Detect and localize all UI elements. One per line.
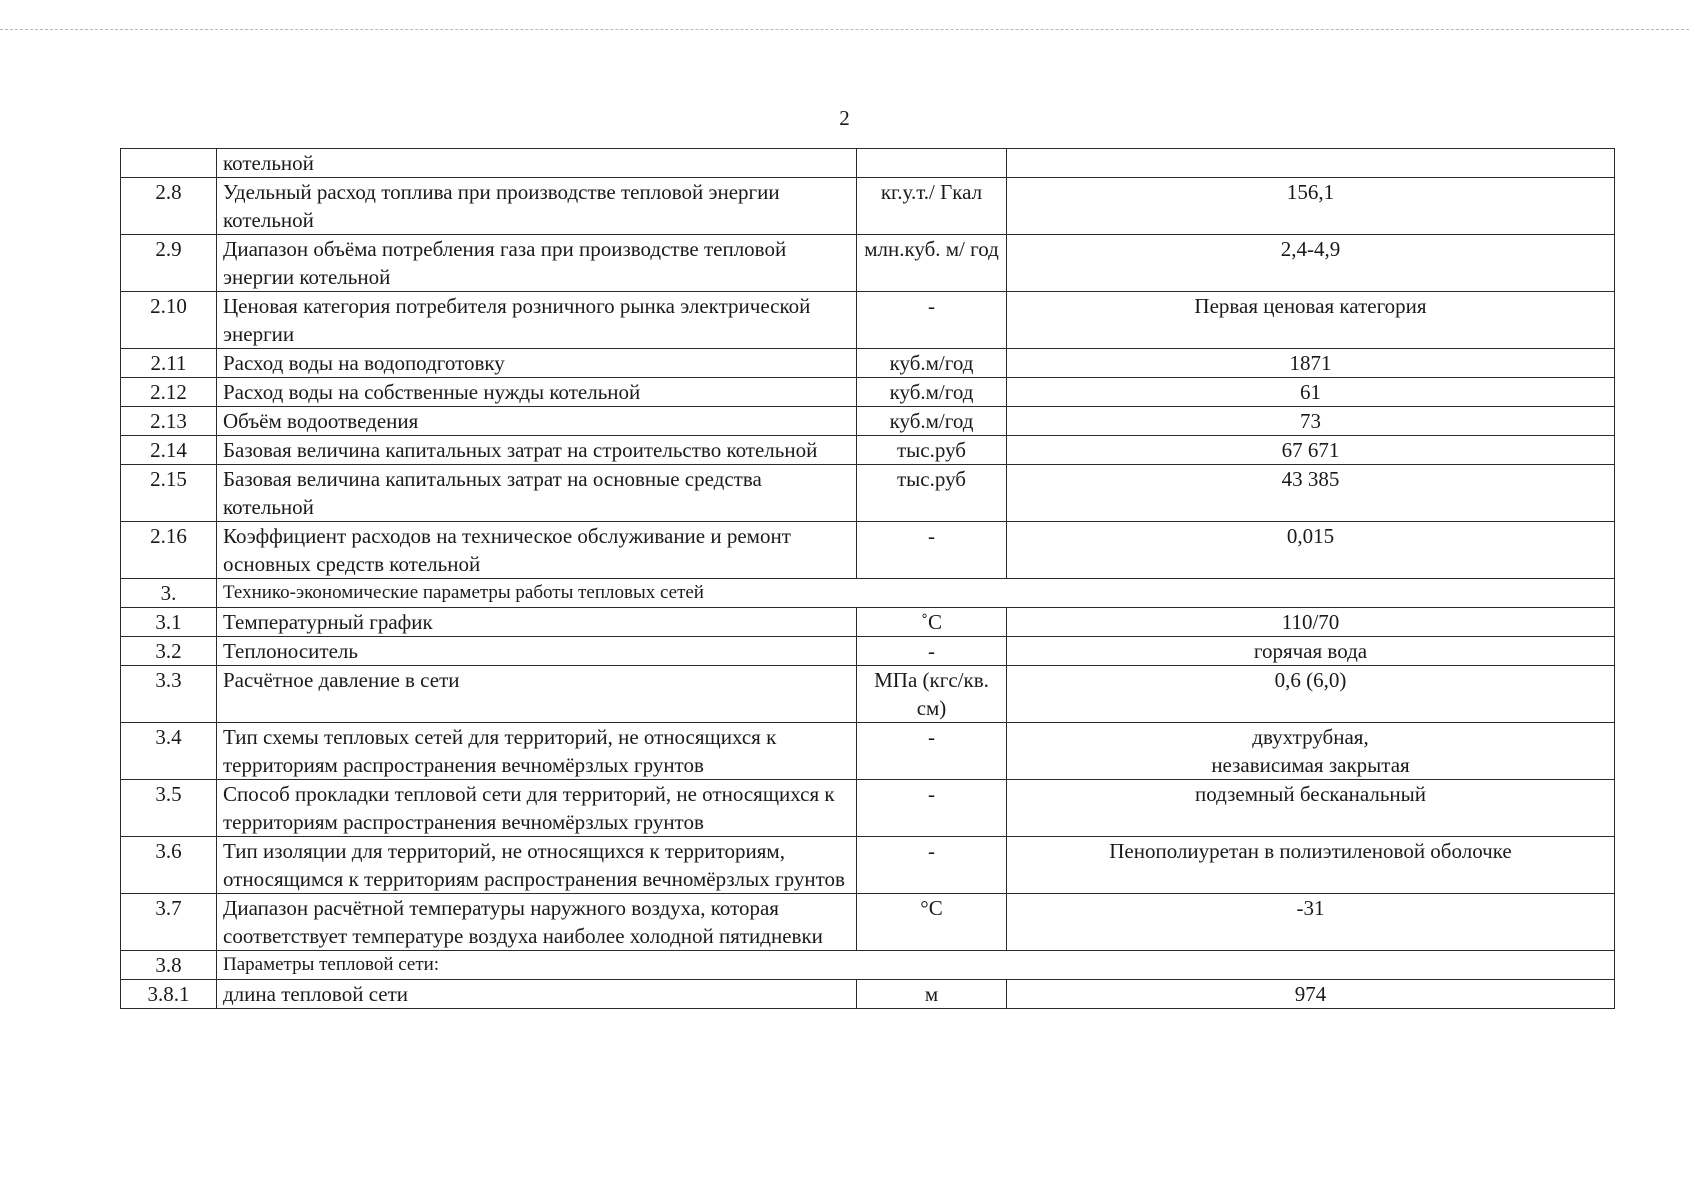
value-cell bbox=[1007, 349, 1615, 378]
row-number: 3.6 bbox=[121, 837, 217, 894]
parameter-name: котельной bbox=[217, 149, 857, 178]
parameter-name: Базовая величина капитальных затрат на основные средства котельной bbox=[217, 465, 857, 522]
table-row bbox=[121, 780, 1615, 837]
unit: - bbox=[857, 780, 1007, 837]
table-row bbox=[121, 666, 1615, 723]
table-row bbox=[121, 378, 1615, 407]
parameter-name: Диапазон расчётной температуры наружного воздуха, которая соответствует температуре воздуха наиболее холодной пятидневки bbox=[217, 894, 857, 951]
table-row bbox=[121, 637, 1615, 666]
value-continued: независимая закрытая bbox=[1211, 753, 1410, 777]
value: 61 bbox=[1300, 380, 1321, 404]
row-number: 2.13 bbox=[121, 407, 217, 436]
parameter-name: Ценовая категория потребителя розничного рынка электрической энергии bbox=[217, 292, 857, 349]
section-title: Технико-экономические параметры работы тепловых сетей bbox=[217, 579, 1615, 608]
table-row bbox=[121, 465, 1615, 522]
table-row bbox=[121, 579, 1615, 608]
value: 73 bbox=[1300, 409, 1321, 433]
row-number: 2.12 bbox=[121, 378, 217, 407]
row-number: 3.2 bbox=[121, 637, 217, 666]
row-number: 2.11 bbox=[121, 349, 217, 378]
value: 974 bbox=[1294, 982, 1327, 1006]
row-number: 2.15 bbox=[121, 465, 217, 522]
table-row bbox=[121, 407, 1615, 436]
table-row bbox=[121, 436, 1615, 465]
row-number: 3.8 bbox=[121, 951, 217, 980]
unit: куб.м/год bbox=[857, 349, 1007, 378]
value-cell bbox=[1007, 407, 1615, 436]
table-row bbox=[121, 723, 1615, 780]
parameter-name: Объём водоотведения bbox=[217, 407, 857, 436]
parameter-name: Базовая величина капитальных затрат на строительство котельной bbox=[217, 436, 857, 465]
row-number: 3.3 bbox=[121, 666, 217, 723]
table-row bbox=[121, 522, 1615, 579]
table-row bbox=[121, 349, 1615, 378]
value: двухтрубная, bbox=[1252, 725, 1369, 749]
section-title: Параметры тепловой сети: bbox=[217, 951, 1615, 980]
scan-edge-line bbox=[0, 29, 1689, 30]
parameter-name: длина тепловой сети bbox=[217, 980, 857, 1009]
row-number: 3. bbox=[121, 579, 217, 608]
unit bbox=[857, 149, 1007, 178]
unit: куб.м/год bbox=[857, 407, 1007, 436]
value-cell bbox=[1007, 608, 1615, 637]
parameter-name: Тип схемы тепловых сетей для территорий, не относящихся к территориям распространения вечномёрзлых грунтов bbox=[217, 723, 857, 780]
unit: тыс.руб bbox=[857, 465, 1007, 522]
parameter-name: Теплоноситель bbox=[217, 637, 857, 666]
row-number: 3.8.1 bbox=[121, 980, 217, 1009]
parameter-name: Расход воды на собственные нужды котельной bbox=[217, 378, 857, 407]
value-cell bbox=[1007, 378, 1615, 407]
value-cell bbox=[1007, 723, 1615, 780]
row-number bbox=[121, 149, 217, 178]
parameters-table bbox=[120, 148, 1615, 1009]
parameter-name: Диапазон объёма потребления газа при производстве тепловой энергии котельной bbox=[217, 235, 857, 292]
value-cell bbox=[1007, 666, 1615, 723]
value: 2,4-4,9 bbox=[1280, 237, 1341, 261]
unit: - bbox=[857, 723, 1007, 780]
parameter-name: Способ прокладки тепловой сети для территорий, не относящихся к территориям распространения вечномёрзлых грунтов bbox=[217, 780, 857, 837]
value: горячая вода bbox=[1253, 639, 1368, 663]
unit: - bbox=[857, 522, 1007, 579]
unit: °С bbox=[857, 894, 1007, 951]
row-number: 2.16 bbox=[121, 522, 217, 579]
unit: кг.у.т./ Гкал bbox=[857, 178, 1007, 235]
table-row bbox=[121, 149, 1615, 178]
table-row bbox=[121, 292, 1615, 349]
table-row bbox=[121, 235, 1615, 292]
value-cell bbox=[1007, 436, 1615, 465]
value-cell bbox=[1007, 522, 1615, 579]
parameter-name: Коэффициент расходов на техническое обслуживание и ремонт основных средств котельной bbox=[217, 522, 857, 579]
row-number: 3.4 bbox=[121, 723, 217, 780]
parameter-name: Расчётное давление в сети bbox=[217, 666, 857, 723]
row-number: 2.9 bbox=[121, 235, 217, 292]
table-row bbox=[121, 980, 1615, 1009]
unit: куб.м/год bbox=[857, 378, 1007, 407]
value-cell bbox=[1007, 637, 1615, 666]
unit: м bbox=[857, 980, 1007, 1009]
parameter-name: Расход воды на водоподготовку bbox=[217, 349, 857, 378]
row-number: 3.7 bbox=[121, 894, 217, 951]
unit: - bbox=[857, 637, 1007, 666]
value-cell bbox=[1007, 837, 1615, 894]
table-row bbox=[121, 178, 1615, 235]
value: подземный бесканальный bbox=[1195, 782, 1426, 806]
parameter-name: Удельный расход топлива при производстве тепловой энергии котельной bbox=[217, 178, 857, 235]
row-number: 2.14 bbox=[121, 436, 217, 465]
value-cell bbox=[1007, 894, 1615, 951]
table-row bbox=[121, 608, 1615, 637]
parameters-table-body bbox=[121, 149, 1615, 1009]
unit: тыс.руб bbox=[857, 436, 1007, 465]
value: 0,6 (6,0) bbox=[1274, 668, 1347, 692]
value: 67 671 bbox=[1281, 438, 1340, 462]
value: 1871 bbox=[1289, 351, 1332, 375]
value: -31 bbox=[1296, 896, 1325, 920]
unit: ˚С bbox=[857, 608, 1007, 637]
parameter-name: Температурный график bbox=[217, 608, 857, 637]
value-cell bbox=[1007, 178, 1615, 235]
table-row bbox=[121, 837, 1615, 894]
table-row bbox=[121, 894, 1615, 951]
value-cell bbox=[1007, 292, 1615, 349]
value-cell bbox=[1007, 465, 1615, 522]
table-row bbox=[121, 951, 1615, 980]
value: Пенополиуретан в полиэтиленовой оболочке bbox=[1109, 839, 1512, 863]
row-number: 2.8 bbox=[121, 178, 217, 235]
unit: - bbox=[857, 837, 1007, 894]
value-cell bbox=[1007, 149, 1615, 178]
unit: млн.куб. м/ год bbox=[857, 235, 1007, 292]
value-cell bbox=[1007, 780, 1615, 837]
parameter-name: Тип изоляции для территорий, не относящихся к территориям, относящимся к территориям распространения вечномёрзлых грунтов bbox=[217, 837, 857, 894]
value: 0,015 bbox=[1286, 524, 1335, 548]
row-number: 2.10 bbox=[121, 292, 217, 349]
value-cell bbox=[1007, 980, 1615, 1009]
unit: - bbox=[857, 292, 1007, 349]
value: 156,1 bbox=[1286, 180, 1335, 204]
value: 110/70 bbox=[1281, 610, 1340, 634]
value: Первая ценовая категория bbox=[1194, 294, 1427, 318]
value: 43 385 bbox=[1281, 467, 1340, 491]
row-number: 3.1 bbox=[121, 608, 217, 637]
row-number: 3.5 bbox=[121, 780, 217, 837]
value-cell bbox=[1007, 235, 1615, 292]
unit: МПа (кгс/кв. см) bbox=[857, 666, 1007, 723]
page-number: 2 bbox=[839, 106, 850, 130]
